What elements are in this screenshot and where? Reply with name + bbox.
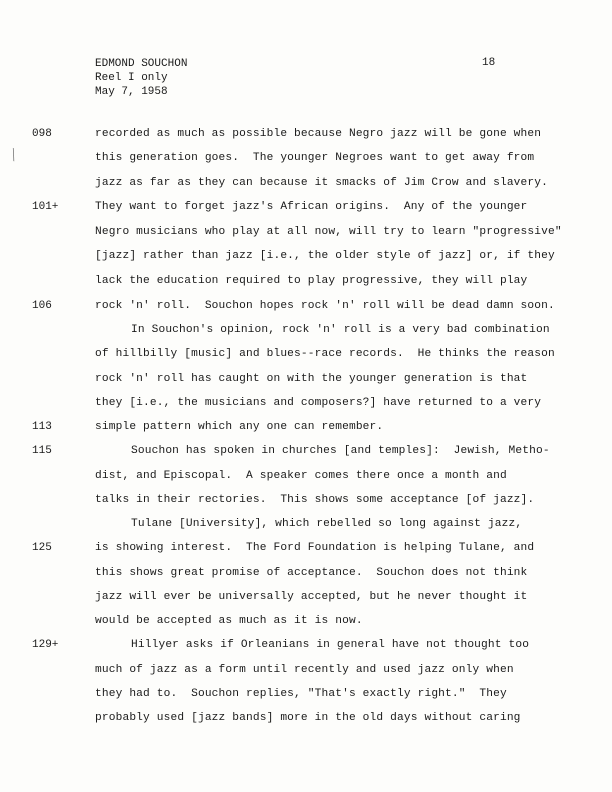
text-line: jazz as far as they can because it smacks of Jim Crow and slavery.: [95, 177, 548, 189]
text-line: much of jazz as a form until recently and used jazz only when: [95, 664, 514, 676]
text-line: [jazz] rather than jazz [i.e., the older style of jazz] or, if they: [95, 250, 555, 262]
text-line: Hillyer asks if Orleanians in general have not thought too: [131, 639, 530, 651]
text-line: In Souchon's opinion, rock 'n' roll is a very bad combination: [131, 324, 550, 336]
text-line: jazz will ever be universally accepted, but he never thought it: [95, 591, 528, 603]
text-line: Negro musicians who play at all now, will try to learn "progressive": [95, 226, 562, 238]
text-line: Tulane [University], which rebelled so long against jazz,: [131, 518, 523, 530]
text-line: Souchon has spoken in churches [and temples]: Jewish, Metho-: [131, 445, 550, 457]
text-line: this generation goes. The younger Negroes want to get away from: [95, 152, 535, 164]
text-line: dist, and Episcopal. A speaker comes there once a month and: [95, 470, 507, 482]
text-line: this shows great promise of acceptance. Souchon does not think: [95, 567, 528, 579]
margin-marker: 125: [32, 542, 52, 554]
stray-pen-mark: ╲: [7, 150, 18, 163]
text-line: they had to. Souchon replies, "That's exactly right." They: [95, 688, 507, 700]
interview-date: May 7, 1958: [95, 86, 168, 98]
margin-marker: 113: [32, 421, 52, 433]
text-line: probably used [jazz bands] more in the old days without caring: [95, 712, 521, 724]
text-line: They want to forget jazz's African origins. Any of the younger: [95, 201, 528, 213]
margin-marker: 101+: [32, 201, 59, 213]
interviewee-name: EDMOND SOUCHON: [95, 58, 188, 70]
reel-label: Reel I only: [95, 72, 168, 84]
margin-marker: 098: [32, 128, 52, 140]
text-line: is showing interest. The Ford Foundation is helping Tulane, and: [95, 542, 535, 554]
margin-marker: 115: [32, 445, 52, 457]
text-line: rock 'n' roll has caught on with the younger generation is that: [95, 373, 528, 385]
text-line: would be accepted as much as it is now.: [95, 615, 363, 627]
text-line: simple pattern which any one can remember.: [95, 421, 384, 433]
text-line: rock 'n' roll. Souchon hopes rock 'n' roll will be dead damn soon.: [95, 300, 555, 312]
text-line: they [i.e., the musicians and composers?] have returned to a very: [95, 397, 542, 409]
text-line: talks in their rectories. This shows some acceptance [of jazz].: [95, 494, 535, 506]
margin-marker: 106: [32, 300, 52, 312]
text-line: of hillbilly [music] and blues--race records. He thinks the reason: [95, 348, 555, 360]
text-line: recorded as much as possible because Negro jazz will be gone when: [95, 128, 542, 140]
margin-marker: 129+: [32, 639, 59, 651]
document-header: [95, 57, 187, 99]
page-number: 18: [482, 57, 496, 69]
text-line: lack the education required to play progressive, they will play: [95, 275, 528, 287]
